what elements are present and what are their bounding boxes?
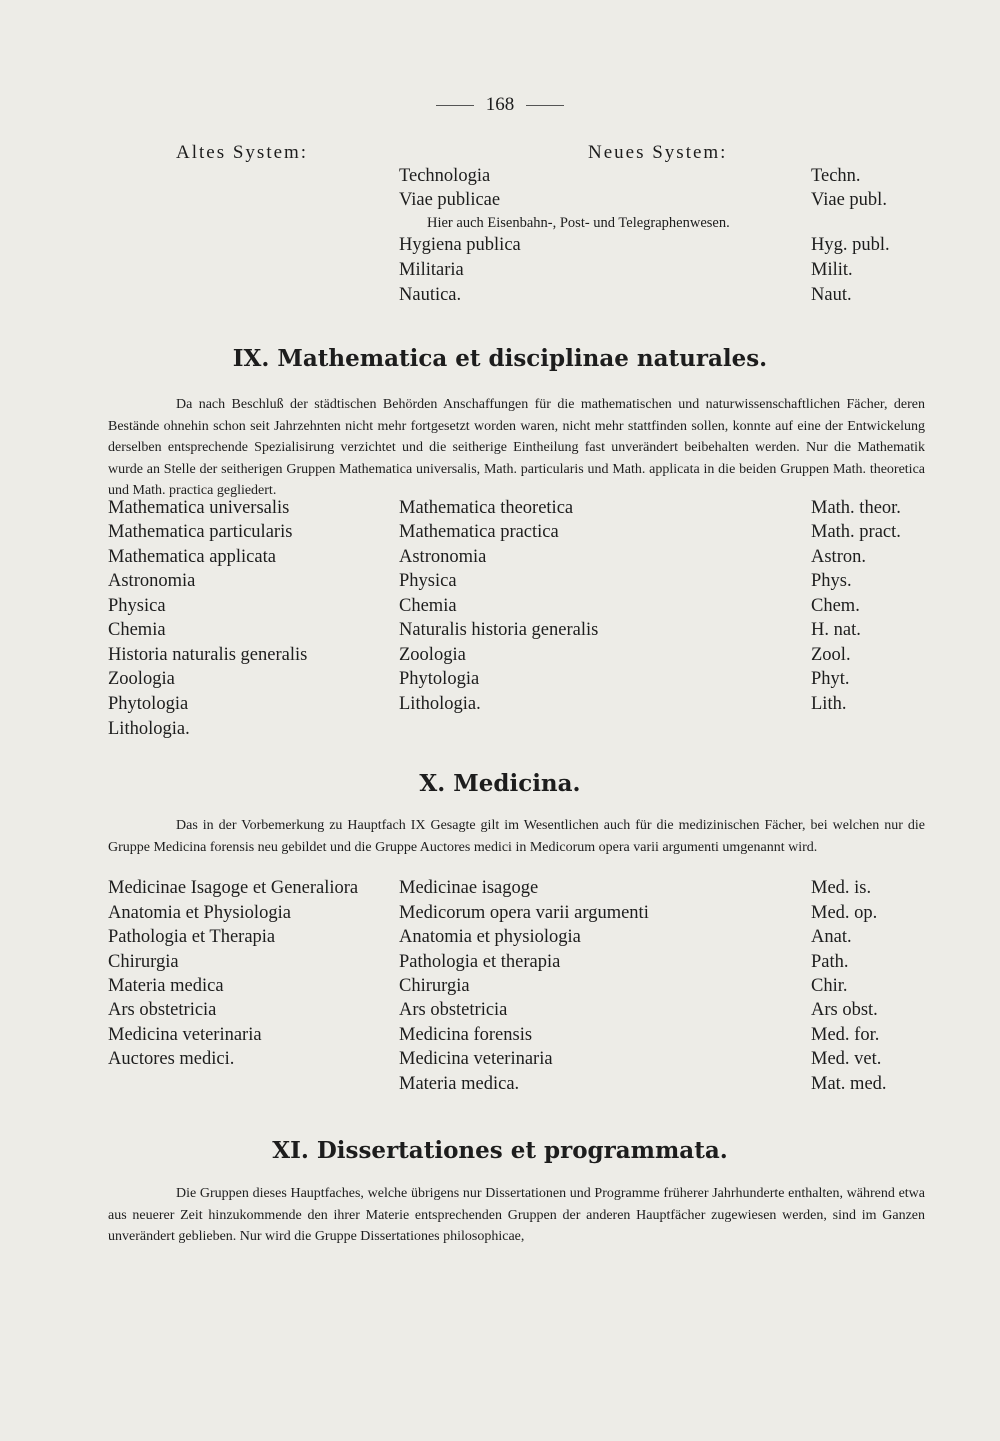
group-abbreviation: Ars obst. <box>811 1000 878 1020</box>
table-row <box>0 694 1000 720</box>
new-group: Medicina veterinaria <box>399 1049 553 1069</box>
new-group: Nautica. <box>399 285 462 305</box>
group-abbreviation: Zool. <box>811 645 851 665</box>
table-row <box>0 952 1000 978</box>
group-abbreviation: Path. <box>811 952 849 972</box>
old-group: Anatomia et Physiologia <box>108 903 291 923</box>
group-abbreviation: Techn. <box>811 166 861 186</box>
table-row <box>0 166 1000 192</box>
new-system-heading: Neues System: <box>588 142 728 163</box>
old-group: Materia medica <box>108 976 224 996</box>
table-row <box>0 1025 1000 1051</box>
new-group: Chirurgia <box>399 976 470 996</box>
old-group: Mathematica applicata <box>108 547 276 567</box>
table-row <box>0 235 1000 261</box>
group-abbreviation: Hyg. publ. <box>811 235 890 255</box>
table-row <box>0 547 1000 573</box>
new-group: Physica <box>399 571 457 591</box>
new-group: Chemia <box>399 596 457 616</box>
old-group: Auctores medici. <box>108 1049 235 1069</box>
new-group: Viae publicae <box>399 190 501 210</box>
new-group: Mathematica theoretica <box>399 498 574 518</box>
section-title-x: X. Medicina. <box>419 770 581 797</box>
new-group: Ars obstetricia <box>399 1000 508 1020</box>
table-row <box>0 669 1000 695</box>
section-xi-paragraph: Die Gruppen dieses Hauptfaches, welche übrigens nur Dissertationen und Programme früherer Jahrhunderte enthalten, während etwa aus neuerer Zeit hinzukommende den ihrer Materie entsprechenden Gruppen der anderen Hauptfächer zugewiesen werden, sind im Ganzen unverändert geblieben. Nur wird die Gruppe Dissertationes philosophicae, <box>108 1186 925 1245</box>
old-group: Mathematica universalis <box>108 498 290 518</box>
table-row <box>0 571 1000 597</box>
table-row <box>0 522 1000 548</box>
group-abbreviation: Med. is. <box>811 878 872 898</box>
old-group: Ars obstetricia <box>108 1000 217 1020</box>
page-number-dash-left <box>436 105 474 106</box>
new-group: Militaria <box>399 260 464 280</box>
table-row <box>0 1074 1000 1100</box>
old-group: Medicinae Isagoge et Generaliora <box>108 878 359 898</box>
old-group: Zoologia <box>108 669 175 689</box>
new-group: Technologia <box>399 166 491 186</box>
new-group: Phytologia <box>399 669 480 689</box>
old-group: Pathologia et Therapia <box>108 927 276 947</box>
old-system-heading: Altes System: <box>176 142 309 163</box>
new-group: Astronomia <box>399 547 487 567</box>
new-group: Medicina forensis <box>399 1025 533 1045</box>
new-group: Hygiena publica <box>399 235 521 255</box>
new-group: Anatomia et physiologia <box>399 927 581 947</box>
new-group: Medicorum opera varii argumenti <box>399 903 649 923</box>
group-abbreviation: Milit. <box>811 260 853 280</box>
new-group: Lithologia. <box>399 694 481 714</box>
group-abbreviation: Phys. <box>811 571 852 591</box>
group-note: Hier auch Eisenbahn-, Post- und Telegraphenwesen. <box>427 215 730 231</box>
table-row <box>0 1049 1000 1075</box>
table-row <box>0 976 1000 1002</box>
table-row <box>0 285 1000 311</box>
group-abbreviation: H. nat. <box>811 620 861 640</box>
page-number-text: 168 <box>485 94 515 115</box>
group-abbreviation: Astron. <box>811 547 866 567</box>
old-group: Mathematica particularis <box>108 522 293 542</box>
section-ix-paragraph: Da nach Beschluß der städtischen Behörden Anschaffungen für die mathematischen und naturwissenschaftlichen Fächer, deren Bestände ohnehin schon seit Jahrzehnten nicht mehr fortgesetzt worden waren, nicht mehr stattfinden sollen, konnte auf eine der Entwickelung derselben entsprechende Spezialisirung verzichtet und die seitherige Eintheilung fast unverändert beibehalten werden. Nur die Mathematik wurde an Stelle der seitherigen Gruppen Mathematica universalis, Math. particularis und Math. applicata in die beiden Gruppen Math. theoretica und Math. practica gegliedert. <box>108 397 925 499</box>
old-group: Physica <box>108 596 166 616</box>
new-group: Naturalis historia generalis <box>399 620 599 640</box>
table-row <box>0 498 1000 524</box>
page-number <box>0 94 1000 116</box>
table-row <box>0 260 1000 286</box>
table-row <box>0 878 1000 904</box>
new-group: Materia medica. <box>399 1074 520 1094</box>
section-title-ix: IX. Mathematica et disciplinae naturales. <box>232 345 768 372</box>
section-x-paragraph: Das in der Vorbemerkung zu Hauptfach IX Gesagte gilt im Wesentlichen auch für die medizinischen Fächer, bei welchen nur die Gruppe Medicina forensis neu gebildet und die Gruppe Auctores medici in Medicorum opera varii argumenti umgenannt wird. <box>108 818 925 855</box>
old-group: Medicina veterinaria <box>108 1025 262 1045</box>
new-group: Zoologia <box>399 645 466 665</box>
group-abbreviation: Med. for. <box>811 1025 880 1045</box>
group-abbreviation: Chir. <box>811 976 848 996</box>
table-row <box>0 596 1000 622</box>
old-group: Astronomia <box>108 571 196 591</box>
old-group: Chemia <box>108 620 166 640</box>
old-group: Historia naturalis generalis <box>108 645 308 665</box>
table-row <box>0 645 1000 671</box>
group-abbreviation: Med. op. <box>811 903 878 923</box>
table-row <box>0 1000 1000 1026</box>
group-abbreviation: Naut. <box>811 285 852 305</box>
group-abbreviation: Med. vet. <box>811 1049 882 1069</box>
group-abbreviation: Phyt. <box>811 669 850 689</box>
table-row <box>0 620 1000 646</box>
new-group: Pathologia et therapia <box>399 952 561 972</box>
group-abbreviation: Chem. <box>811 596 860 616</box>
old-group: Phytologia <box>108 694 189 714</box>
section-title-xi: XI. Dissertationes et programmata. <box>272 1137 728 1164</box>
new-group: Mathematica practica <box>399 522 559 542</box>
table-row <box>0 903 1000 929</box>
old-group: Chirurgia <box>108 952 179 972</box>
group-abbreviation: Math. theor. <box>811 498 901 518</box>
table-row <box>0 927 1000 953</box>
old-group: Lithologia. <box>108 719 190 739</box>
table-row <box>0 719 1000 745</box>
page-number-dash-right <box>526 105 564 106</box>
group-abbreviation: Anat. <box>811 927 852 947</box>
group-abbreviation: Viae publ. <box>811 190 887 210</box>
group-abbreviation: Lith. <box>811 694 847 714</box>
group-abbreviation: Math. pract. <box>811 522 901 542</box>
new-group: Medicinae isagoge <box>399 878 539 898</box>
group-abbreviation: Mat. med. <box>811 1074 887 1094</box>
table-row <box>0 190 1000 216</box>
